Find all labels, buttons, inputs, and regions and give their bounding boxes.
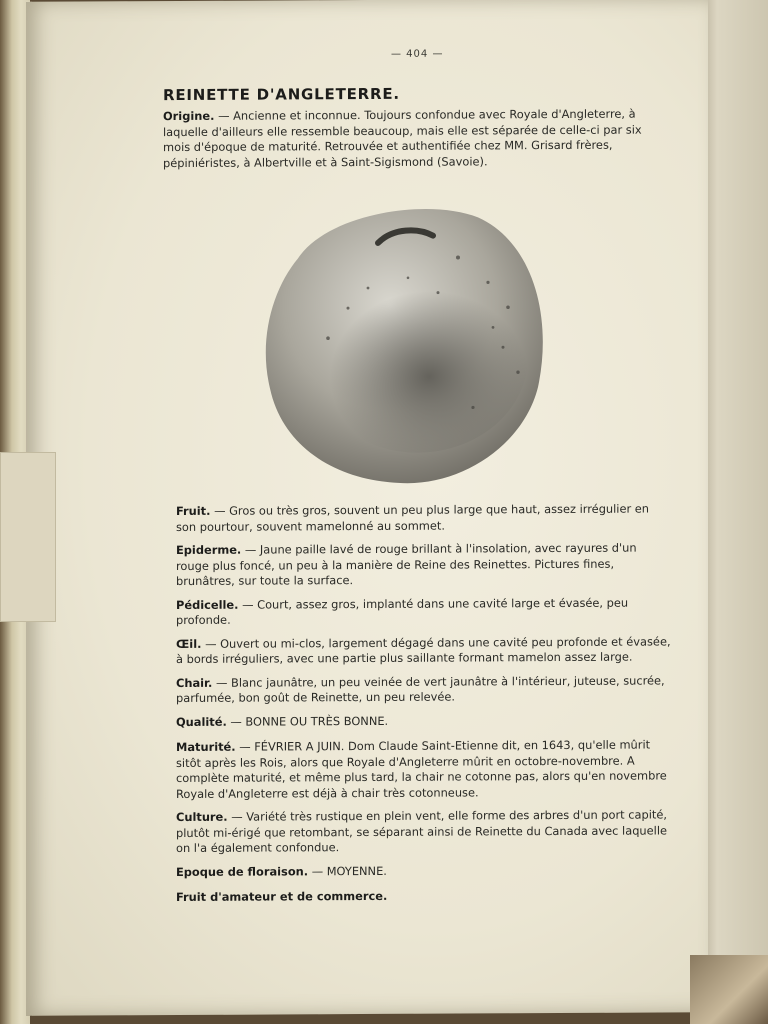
origin-label: Origine. <box>163 108 215 124</box>
entry-oeil <box>176 634 671 668</box>
corner-photo-fragment <box>690 955 768 1024</box>
entry-label: Maturité. <box>176 739 236 755</box>
entry-label: Qualité. <box>176 714 227 729</box>
page-tab-marker <box>0 452 56 622</box>
entry-qualite <box>176 712 671 730</box>
page-number: — 404 — <box>391 48 444 60</box>
entry-culture <box>176 807 671 856</box>
entry-text: — Ouvert ou mi-clos, largement dégagé dans une cavité peu profonde et évasée, à bords irréguliers, avec une partie plus saillante formant mamelon assez large. <box>176 633 671 667</box>
book-right-edge <box>700 0 768 1000</box>
entry-epiderme <box>176 540 671 589</box>
entry-label: Chair. <box>176 675 213 690</box>
entry-label: Epoque de floraison. <box>176 863 309 879</box>
entry-text: — BONNE OU TRÈS BONNE. <box>230 713 389 729</box>
entry-text: — Gros ou très gros, souvent un peu plus large que haut, assez irrégulier en son pourtour, souvent mamelonné au sommet. <box>176 501 650 534</box>
entry-text: — Variété très rustique en plein vent, elle forme des arbres d'un port capité, plutôt mi-érigé que retombant, se séparant ainsi de Reinette du Canada avec laquelle on l'a également confondue. <box>176 807 667 856</box>
entry-label: Fruit d'amateur et de commerce. <box>176 888 388 905</box>
entry-fruit <box>176 501 671 535</box>
apple-illustration <box>258 197 548 487</box>
entry-label: Pédicelle. <box>176 597 239 612</box>
entry-maturite <box>176 737 671 802</box>
entry-chair <box>176 673 671 707</box>
entry-label: Fruit. <box>176 503 211 519</box>
origin-paragraph <box>163 106 663 171</box>
page-title: REINETTE D'ANGLETERRE. <box>163 84 400 105</box>
entry-text: — Jaune paille lavé de rouge brillant à l'insolation, avec rayures d'un rouge plus foncé, un peu à la manière de Reine des Reinettes. Pictures fines, brunâtres, sur toute la surface. <box>176 540 637 589</box>
entry-usage <box>176 887 671 905</box>
entry-text: — MOYENNE. <box>311 863 387 878</box>
entry-text: — Court, assez gros, implanté dans une cavité large et évasée, peu profonde. <box>176 595 629 628</box>
entry-label: Culture. <box>176 809 228 825</box>
entry-label: Œil. <box>176 636 202 651</box>
entry-text: — FÉVRIER A JUIN. Dom Claude Saint-Etienne dit, en 1643, qu'elle mûrit sitôt après les Rois, alors que Royale d'Angleterre mûrit en octobre-novembre. A complète maturité, et même plus tard, la chair ne cotonne pas, alors qu'en novembre Royale d'Angleterre est déjà à chair très cotonneuse. <box>176 737 667 801</box>
entry-pedicelle <box>176 595 671 629</box>
description-list <box>176 501 671 915</box>
entry-floraison <box>176 862 671 880</box>
origin-text: — Ancienne et inconnue. Toujours confondue avec Royale d'Angleterre, à laquelle d'ailleurs elle ressemble beaucoup, mais elle est séparée de celle-ci par six mois d'époque de maturité. Retrouvée et authentifiée chez MM. Grisard frères, pépiniéristes, à Albertville et à Saint-Sigismond (Savoie). <box>163 106 642 170</box>
entry-text: — Blanc jaunâtre, un peu veinée de vert jaunâtre à l'intérieur, juteuse, sucrée, parfumée, bon goût de Reinette, un peu relevée. <box>176 672 665 706</box>
entry-label: Epiderme. <box>176 542 242 558</box>
book-page <box>26 0 708 1016</box>
